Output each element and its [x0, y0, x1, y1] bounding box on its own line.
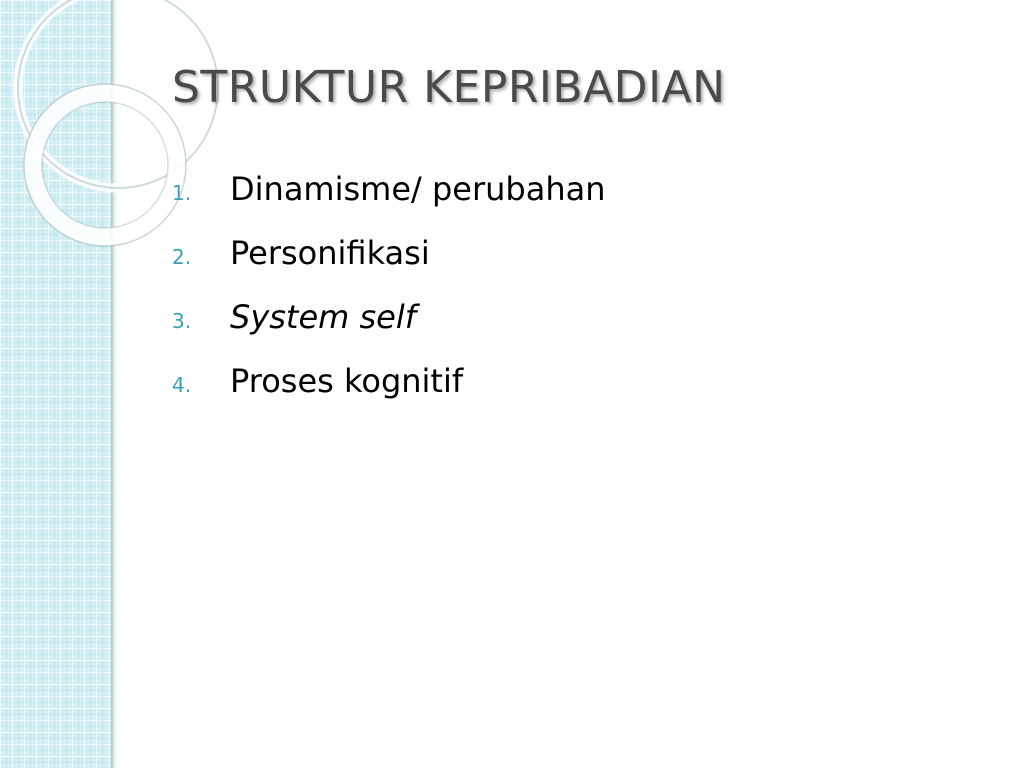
list-item: [172, 234, 606, 298]
list-item-text: Personifikasi: [230, 234, 430, 272]
list-item-number: 1.: [172, 181, 192, 205]
list-item-number: 4.: [172, 373, 192, 397]
list-item-text: System self: [230, 298, 417, 336]
list-item-text: Dinamisme/ perubahan: [230, 170, 606, 208]
list-item: [172, 170, 606, 234]
decorative-rings: [0, 0, 180, 260]
list-item-text: Proses kognitif: [230, 362, 464, 400]
list-item: [172, 298, 606, 362]
list-item-number: 2.: [172, 245, 192, 269]
list-item-number: 3.: [172, 309, 192, 333]
slide-title: STRUKTUR KEPRIBADIAN: [172, 62, 726, 113]
numbered-list: [172, 170, 606, 426]
list-item: [172, 362, 606, 426]
